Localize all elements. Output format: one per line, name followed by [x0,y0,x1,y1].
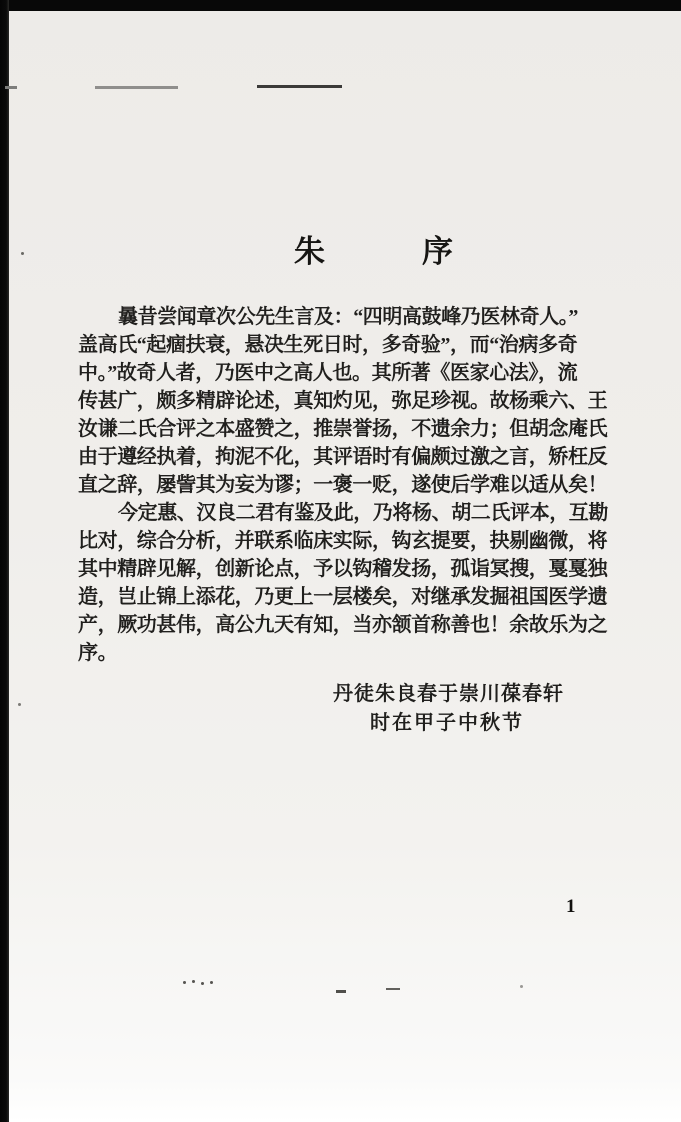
pencil-line-1 [95,86,178,89]
page-title: 朱 序 [294,234,454,269]
signature-author-line: 丹徒朱良春于崇川葆春轩 [333,683,564,705]
ink-speck [21,252,24,255]
pencil-dash-left [5,86,17,89]
signature-date-line: 时在甲子中秋节 [370,712,524,734]
body-line: 序。 [78,642,118,664]
body-line: 今定惠、汉良二君有鉴及此，乃将杨、胡二氏评本，互勘 [118,502,608,524]
scan-speck [192,980,195,983]
scan-edge-left [0,0,9,1122]
body-line: 直之辞，屡訾其为妄为谬；一褒一贬，遂使后学难以适从矣！ [78,474,608,496]
body-line: 中。”故奇人者，乃医中之高人也。其所著《医家心法》，流 [78,362,578,384]
preface-body [78,303,612,667]
pencil-line-2 [257,85,342,88]
body-line: 盖高氏“起痼扶衰，悬决生死日时，多奇验”，而“治病多奇 [78,334,578,356]
scan-dash [336,990,346,993]
body-line: 比对，综合分析，并联系临床实际，钩玄提要，抉剔幽微，将 [78,530,608,552]
body-line: 其中精辟见解，创新论点，予以钩稽发扬，孤诣冥搜，戛戛独 [78,558,608,580]
scan-edge-top [0,0,681,11]
body-line: 造，岂止锦上添花，乃更上一层楼矣，对继承发掘祖国医学遗 [78,586,608,608]
page-number: 1 [566,896,576,917]
body-line: 汝谦二氏合评之本盛赞之，推崇誉扬，不遗余力；但胡念庵氏 [78,418,608,440]
scan-speck [201,982,204,985]
body-line: 产，厥功甚伟，高公九天有知，当亦颔首称善也！余故乐为之 [78,614,608,636]
scan-dash [386,988,400,990]
signature-block [0,680,612,738]
scan-speck [210,981,213,984]
scan-speck [183,981,186,984]
body-line: 由于遵经执着，拘泥不化，其评语时有偏颇过激之言，矫枉反 [78,446,608,468]
scan-speck [520,985,523,988]
body-line: 曩昔尝闻章次公先生言及：“四明高鼓峰乃医林奇人。” [118,306,578,328]
body-line: 传甚广，颇多精辟论述，真知灼见，弥足珍视。故杨乘六、王 [78,390,608,412]
